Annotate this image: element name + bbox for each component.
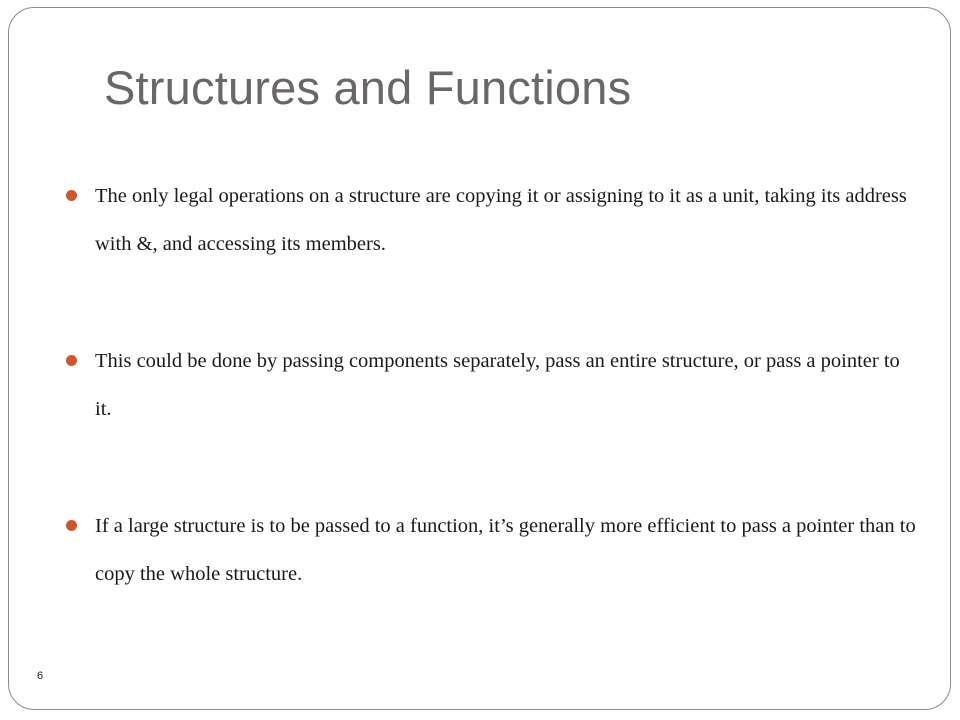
slide-title: Structures and Functions [104, 61, 632, 114]
bullet-dot-icon [66, 190, 77, 201]
bullet-item [66, 172, 916, 268]
bullet-text: The only legal operations on a structure are copying it or assigning to it as a unit, taking its address with &, and accessing its members. [95, 185, 907, 255]
bullet-text: If a large structure is to be passed to a function, it’s generally more efficient to pass a pointer than to copy the whole structure. [95, 515, 916, 585]
bullet-dot-icon [66, 355, 77, 366]
page-number: 6 [37, 670, 44, 682]
bullet-list [66, 172, 916, 598]
bullet-dot-icon [66, 520, 77, 531]
bullet-item [66, 502, 916, 598]
bullet-item [66, 337, 916, 433]
bullet-text: This could be done by passing components separately, pass an entire structure, or pass a pointer to it. [95, 350, 900, 420]
